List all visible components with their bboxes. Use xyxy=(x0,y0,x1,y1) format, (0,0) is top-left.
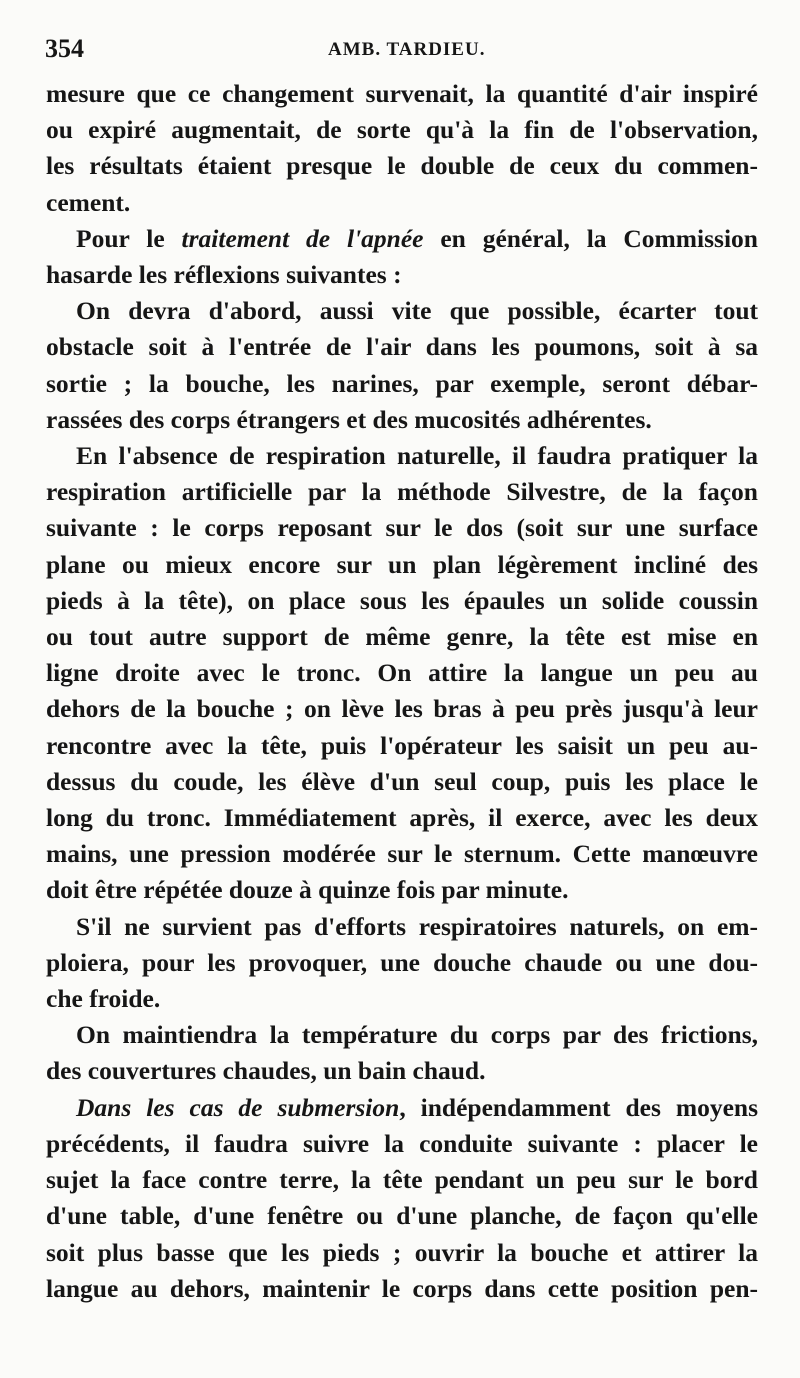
text-line: cement. xyxy=(46,187,131,217)
text-line: dessus du coude, les élève d'un seul coup, puis les place le xyxy=(46,766,758,796)
text-line: mains, une pression modérée sur le sternum. Cette manœuvre xyxy=(46,839,758,869)
text-line: respiration artificielle par la méthode Silvestre, de la façon xyxy=(46,477,758,507)
text-line: long du tronc. Immédiatement après, il exerce, avec les deux xyxy=(46,803,758,833)
text-line xyxy=(46,1090,758,1126)
text-line xyxy=(46,221,758,257)
line-segment: , indépendamment des moyens xyxy=(399,1092,758,1122)
text-line: obstacle soit à l'entrée de l'air dans les poumons, soit à sa xyxy=(46,332,758,362)
line-segment: Pour le xyxy=(76,223,182,253)
text-line: En l'absence de respiration naturelle, il faudra pratiquer la xyxy=(76,441,758,471)
text-line: On devra d'abord, aussi vite que possible, écarter tout xyxy=(76,296,758,326)
text-line: doit être répétée douze à quinze fois par minute. xyxy=(46,875,569,905)
text-line: hasarde les réflexions suivantes : xyxy=(46,260,402,290)
page-number: 354 xyxy=(45,34,84,63)
text-line: suivante : le corps reposant sur le dos (soit sur une surface xyxy=(46,513,758,543)
italic-phrase: traitement de l'apnée xyxy=(181,223,424,253)
text-line: pieds à la tête), on place sous les épaules un solide coussin xyxy=(46,585,758,615)
text-line: ligne droite avec le tronc. On attire la langue un peu au xyxy=(46,658,758,688)
text-line: che froide. xyxy=(46,984,161,1014)
line-segment: en général, la Commission xyxy=(423,223,758,253)
running-title: AMB. TARDIEU. xyxy=(328,39,486,60)
text-line: ploiera, pour les provoquer, une douche chaude ou une dou- xyxy=(46,947,758,977)
text-line: ou expiré augmentait, de sorte qu'à la fin de l'observation, xyxy=(46,115,758,145)
body-text xyxy=(46,76,758,1307)
text-line: rassées des corps étrangers et des mucosités adhérentes. xyxy=(46,404,652,434)
text-line: S'il ne survient pas d'efforts respiratoires naturels, on em- xyxy=(76,911,758,941)
text-line: des couvertures chaudes, un bain chaud. xyxy=(46,1056,486,1086)
text-line: mesure que ce changement survenait, la quantité d'air inspiré xyxy=(46,79,758,108)
text-line: d'une table, d'une fenêtre ou d'une planche, de façon qu'elle xyxy=(46,1201,758,1231)
text-line: langue au dehors, maintenir le corps dans cette position pen- xyxy=(46,1273,758,1303)
text-line: sujet la face contre terre, la tête pendant un peu sur le bord xyxy=(46,1165,758,1195)
text-line: dehors de la bouche ; on lève les bras à peu près jusqu'à leur xyxy=(46,694,758,724)
text-line: On maintiendra la température du corps par des frictions, xyxy=(76,1020,758,1050)
text-line: rencontre avec la tête, puis l'opérateur les saisit un peu au- xyxy=(46,730,758,760)
text-line: précédents, il faudra suivre la conduite suivante : placer le xyxy=(46,1128,758,1158)
text-line: soit plus basse que les pieds ; ouvrir la bouche et attirer la xyxy=(46,1237,758,1267)
text-line: plane ou mieux encore sur un plan légèrement incliné des xyxy=(46,549,758,579)
italic-phrase: Dans les cas de submersion xyxy=(76,1092,400,1122)
text-line: sortie ; la bouche, les narines, par exemple, seront débar- xyxy=(46,368,758,398)
text-line: ou tout autre support de même genre, la tête est mise en xyxy=(46,622,758,652)
running-head xyxy=(45,34,765,68)
text-line: les résultats étaient presque le double de ceux du commen- xyxy=(46,151,758,181)
